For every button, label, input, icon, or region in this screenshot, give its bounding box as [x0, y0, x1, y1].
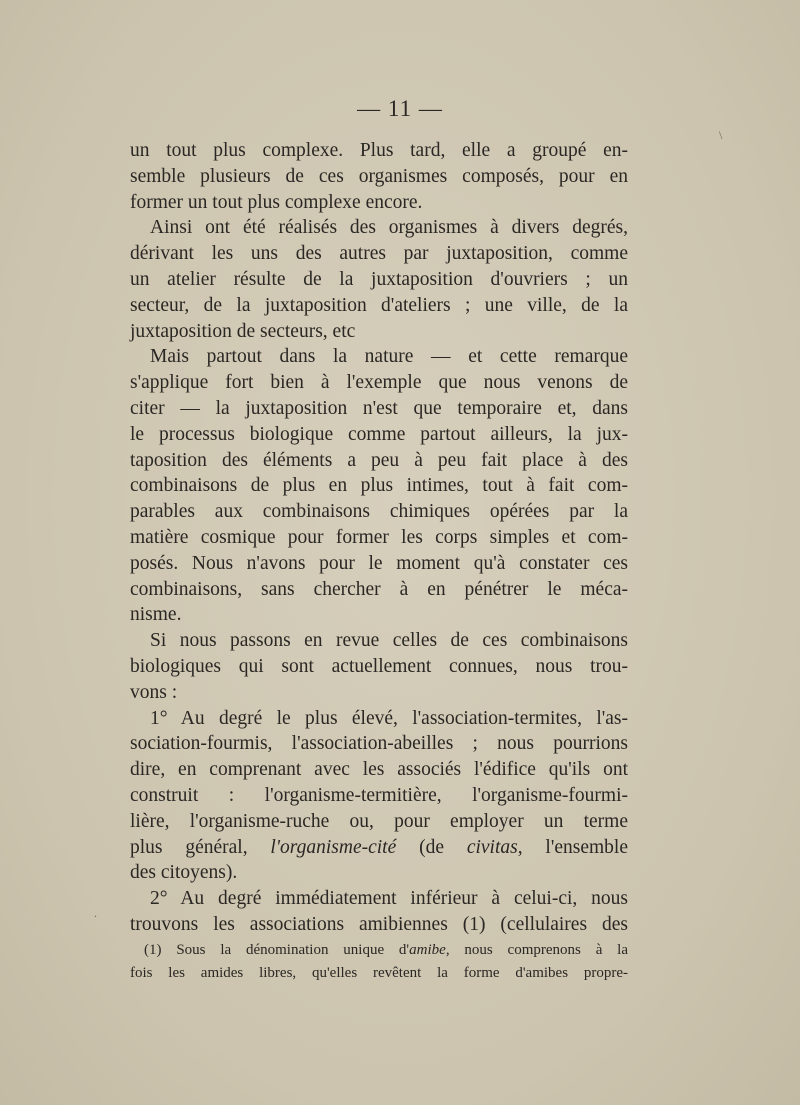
text-line	[130, 448, 628, 474]
body-text	[130, 138, 628, 938]
text-run: plus général,	[130, 836, 271, 858]
text-line	[130, 602, 628, 628]
text-line	[130, 628, 628, 654]
text-run: semble plusieurs de ces organismes composés, pour en	[130, 165, 628, 187]
text-line	[130, 783, 628, 809]
text-line	[130, 473, 628, 499]
text-run: vons :	[130, 681, 178, 703]
text-run: Ainsi ont été réalisés des organismes à divers degrés,	[150, 217, 628, 239]
text-line	[130, 267, 628, 293]
text-run: fois les amides libres, qu'elles revêtent la forme d'amibes propre-	[130, 965, 628, 981]
text-run: un tout plus complexe. Plus tard, elle a groupé en-	[130, 140, 628, 161]
text-run: taposition des éléments a peu à peu fait place à des	[130, 449, 628, 471]
text-line	[130, 654, 628, 680]
text-line	[130, 525, 628, 551]
text-run: Si nous passons en revue celles de ces combinaisons	[150, 630, 628, 652]
text-line	[130, 396, 628, 422]
text-line	[130, 912, 628, 938]
text-run: 1° Au degré le plus élevé, l'association-termites, l'as-	[150, 707, 628, 729]
text-line	[130, 422, 628, 448]
text-line	[130, 860, 628, 886]
text-run: un atelier résulte de la juxtaposition d'ouvriers ; un	[130, 268, 628, 290]
text-run: citer — la juxtaposition n'est que temporaire et, dans	[130, 397, 628, 419]
text-run: dérivant les uns des autres par juxtaposition, comme	[130, 243, 628, 265]
italic-term: amibe	[409, 942, 446, 958]
italic-term: l'organisme-cité	[270, 836, 397, 858]
text-run: 2° Au degré immédiatement inférieur à celui-ci, nous	[150, 888, 628, 910]
text-line	[130, 499, 628, 525]
text-line	[130, 215, 628, 241]
text-line	[130, 680, 628, 706]
text-line	[130, 551, 628, 577]
text-line	[130, 731, 628, 757]
text-line	[130, 190, 628, 216]
italic-term: civitas	[466, 836, 518, 858]
text-line	[130, 939, 628, 962]
text-line	[130, 319, 628, 345]
text-run: matière cosmique pour former les corps simples et com-	[130, 526, 628, 548]
paper-blemish: \	[719, 128, 723, 142]
text-line	[130, 757, 628, 783]
text-line	[130, 344, 628, 370]
text-line	[130, 809, 628, 835]
text-run: des citoyens).	[130, 862, 238, 884]
text-run: nisme.	[130, 604, 182, 626]
text-run: dire, en comprenant avec les associés l'édifice qu'ils ont	[130, 759, 628, 781]
text-run: Mais partout dans la nature — et cette remarque	[150, 346, 628, 368]
text-line	[130, 962, 628, 985]
text-run: sociation-fourmis, l'association-abeilles ; nous pourrions	[130, 733, 628, 755]
text-line	[130, 886, 628, 912]
text-run: s'applique fort bien à l'exemple que nous venons de	[130, 372, 628, 394]
text-run: le processus biologique comme partout ailleurs, la jux-	[130, 423, 628, 445]
text-run: former un tout plus complexe encore.	[130, 191, 423, 213]
text-run: (1) Sous la dénomination unique d'	[144, 942, 410, 958]
text-line	[130, 164, 628, 190]
text-line	[130, 370, 628, 396]
page-number: — 11 —	[357, 96, 443, 121]
text-run: , l'ensemble	[517, 836, 629, 858]
paper-blemish: .	[94, 906, 97, 920]
text-run: combinaisons, sans chercher à en pénétrer le méca-	[130, 578, 628, 600]
footnote	[130, 939, 628, 985]
text-line	[130, 835, 628, 861]
text-run: , nous comprenons à la	[445, 942, 628, 958]
text-line	[130, 293, 628, 319]
text-line	[130, 706, 628, 732]
text-run: juxtaposition de secteurs, etc	[130, 320, 356, 342]
text-run: parables aux combinaisons chimiques opérées par la	[130, 501, 628, 523]
text-line	[130, 138, 628, 164]
text-run: lière, l'organisme-ruche ou, pour employer un terme	[130, 810, 628, 832]
text-run: combinaisons de plus en plus intimes, tout à fait com-	[130, 475, 628, 497]
text-line	[130, 241, 628, 267]
text-run: trouvons les associations amibiennes (1) (cellulaires des	[130, 913, 628, 935]
text-line	[130, 577, 628, 603]
text-run: construit : l'organisme-termitière, l'organisme-fourmi-	[130, 784, 628, 806]
text-run: (de	[396, 836, 467, 858]
text-run: secteur, de la juxtaposition d'ateliers ; une ville, de la	[130, 294, 628, 316]
text-run: biologiques qui sont actuellement connues, nous trou-	[130, 655, 628, 677]
text-run: posés. Nous n'avons pour le moment qu'à constater ces	[130, 552, 628, 574]
